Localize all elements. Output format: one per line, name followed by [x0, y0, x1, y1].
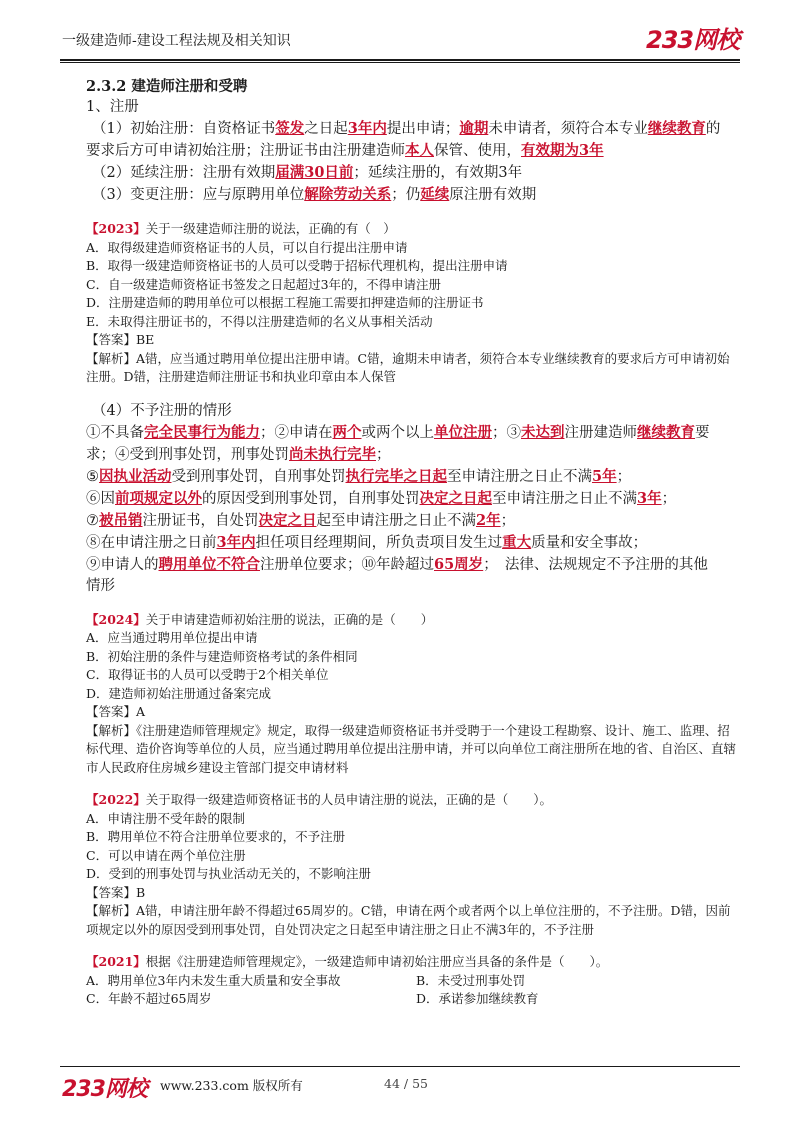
text-segment: 质量和安全事故； [531, 534, 648, 551]
answer: 【答案】BE [86, 332, 155, 347]
footer-brand-logo: 233网校 [62, 1077, 147, 1102]
text-segment: 起至申请注册之日止不满 [316, 512, 476, 529]
text-segment: ； [661, 490, 677, 507]
option-row [86, 990, 736, 1009]
option: C．年龄不超过65周岁 [86, 991, 212, 1006]
question-2023-stem: 【2023】关于一级建造师注册的说法，正确的有（ ） [86, 221, 396, 236]
page-content [86, 76, 736, 1009]
text-segment: 未申请者，须符合本专业 [488, 121, 648, 137]
option: D．注册建造师的聘用单位可以根据工程施工需要扣押建造师的注册证书 [86, 295, 484, 310]
text-segment: 原注册有效期 [449, 187, 537, 203]
text-segment: 注册证书，自处罚 [142, 512, 259, 529]
highlight-term: 继续教育 [647, 120, 706, 137]
text-segment: 至申请注册之日止不满 [492, 490, 637, 507]
option: A．聘用单位3年内未发生重大质量和安全事故 [86, 972, 341, 988]
option: A．申请注册不受年龄的限制 [86, 810, 246, 826]
brand-logo: 233网校 [646, 26, 740, 54]
text-segment: 的 [705, 121, 721, 137]
option: B．聘用单位不符合注册单位要求的，不予注册 [86, 829, 346, 844]
noreg-line [86, 510, 736, 532]
option: B．取得一级建造师资格证书的人员可以受聘于招标代理机构，提出注册申请 [86, 258, 508, 273]
text-segment: 至申请注册之日止不满 [447, 468, 592, 485]
question-2021-stem: 【2021】根据《注册建造师管理规定》，一级建造师申请初始注册应当具备的条件是（ ）。 [86, 954, 609, 969]
text-segment: 注册建造师 [564, 424, 637, 441]
text-segment: ； [616, 468, 632, 485]
highlight-term: 5年 [592, 467, 617, 485]
highlight-term: 重大 [502, 533, 532, 551]
section-heading: 2.3.2 建造师注册和受聘 [86, 78, 248, 95]
footer-divider [60, 1066, 740, 1067]
text-segment: ；②申请在 [260, 424, 333, 441]
text-segment: ⑤ [86, 468, 99, 485]
year-tag: 【2022】 [86, 792, 146, 807]
text-segment: （1）初始注册：自资格证书 [92, 121, 276, 137]
noreg-line [86, 422, 736, 444]
footer-copyright: www.233.com 版权所有 [160, 1078, 303, 1093]
text-segment: ⑧在申请注册之日前 [86, 534, 217, 551]
para-initial-reg [86, 118, 736, 140]
highlight-term: 逾期 [459, 120, 489, 137]
highlight-term: 决定之日起 [419, 489, 492, 507]
analysis: 【解析】《注册建造师管理规定》规定，取得一级建造师资格证书并受聘于一个建设工程勘察、设计、施工、监理、招标代理、造价咨询等单位的人员，应当通过聘用单位提出注册申请，并可以向单位工商注册所在地的省、自治区、直辖市人民政府住房城乡建设主管部门提交申请材料 [86, 722, 737, 775]
highlight-term: 届满30日前 [275, 164, 354, 181]
text-segment: 担任项目经理期间，所负责项目发生过 [255, 534, 503, 551]
highlight-term: 聘用单位不符合 [158, 555, 260, 573]
year-tag: 【2021】 [86, 954, 146, 969]
option: B．未受过刑事处罚 [416, 972, 526, 988]
para-change-reg [86, 184, 736, 206]
highlight-term: 有效期为3年 [521, 142, 604, 159]
highlight-term: 未达到 [521, 423, 565, 441]
option: B．初始注册的条件与建造师资格考试的条件相同 [86, 648, 358, 664]
highlight-term: 3年内 [347, 120, 387, 137]
text-segment: ； 法律、法规规定不予注册的其他 [483, 556, 708, 573]
text-segment: 要 [695, 424, 710, 441]
text-segment: 注册单位要求；⑩年龄超过 [260, 556, 434, 573]
page-number: 44 / 55 [384, 1076, 428, 1091]
highlight-term: 被吊销 [99, 511, 143, 529]
text-segment: ⑦ [86, 512, 99, 529]
analysis: 【解析】A错，申请注册年龄不得超过65周岁的。C错，申请在两个或者两个以上单位注册的，不予注册。D错，因前项规定以外的原因受到刑事处罚，自处罚决定之日起至申请注册之日止不满3年的，不予注册 [86, 903, 731, 937]
highlight-term: 65周岁 [434, 555, 484, 573]
question-2024-stem: 【2024】关于申请建造师初始注册的说法，正确的是（ ） [86, 611, 434, 627]
text-segment: ；延续注册的，有效期3年 [353, 165, 523, 181]
highlight-term: 3年内 [216, 533, 256, 551]
noreg-title: （4）不予注册的情形 [92, 402, 232, 419]
noreg-line [86, 466, 736, 488]
highlight-term: 签发 [275, 120, 305, 137]
year-tag: 【2023】 [86, 221, 146, 236]
highlight-term: 解除劳动关系 [304, 186, 392, 203]
option: A．取得级建造师资格证书的人员，可以自行提出注册申请 [86, 239, 408, 255]
option: A．应当通过聘用单位提出申请 [86, 630, 258, 645]
noreg-line [86, 488, 736, 510]
text-segment: 提出申请； [386, 121, 460, 137]
year-tag: 【2024】 [86, 611, 146, 627]
noreg-line [86, 576, 736, 597]
header-divider-thin [60, 62, 740, 63]
text-segment: ； [500, 512, 516, 529]
option: E．未取得注册证书的，不得以注册建造师的名义从事相关活动 [86, 313, 433, 329]
answer: 【答案】B [86, 884, 146, 900]
text-segment: ；③ [492, 424, 521, 441]
noreg-line [86, 554, 736, 576]
highlight-term: 两个 [332, 423, 362, 441]
header-title: 一级建造师-建设工程法规及相关知识 [62, 33, 291, 49]
highlight-term: 3年 [637, 489, 662, 507]
option-row [86, 972, 736, 991]
text-segment: 情形 [86, 577, 115, 594]
text-segment: 要求后方可申请初始注册；注册证书由注册建造师 [86, 143, 405, 159]
para-renewal-reg [86, 162, 736, 184]
text-segment: ①不具备 [86, 424, 144, 441]
subsection-heading: 1、注册 [86, 99, 139, 115]
analysis: 【解析】A错，应当通过聘用单位提出注册申请。C错，逾期未申请者，须符合本专业继续教育的要求后方可申请初始注册。D错，注册建造师注册证书和执业印章由本人保管 [86, 350, 730, 384]
text-segment: ⑨申请人的 [86, 556, 159, 573]
highlight-term: 决定之日 [258, 511, 317, 529]
text-segment: 保管、使用， [434, 143, 521, 159]
highlight-term: 尚未执行完毕 [289, 445, 376, 463]
answer: 【答案】A [86, 704, 146, 719]
option: D．受到的刑事处罚与执业活动无关的，不影响注册 [86, 866, 372, 881]
text-segment: 受到刑事处罚，自刑事处罚 [171, 468, 346, 485]
noreg-line [86, 444, 736, 466]
highlight-term: 单位注册 [434, 423, 492, 441]
option: C．取得证书的人员可以受聘于2个相关单位 [86, 667, 329, 682]
noreg-line [86, 532, 736, 554]
text-segment: ；仍 [391, 187, 421, 203]
text-segment: （2）延续注册：注册有效期 [92, 165, 276, 181]
text-segment: 求；④受到刑事处罚，刑事处罚 [86, 446, 289, 463]
para-initial-reg-cont [86, 140, 736, 162]
option: C．可以申请在两个单位注册 [86, 847, 246, 863]
question-2022-stem: 【2022】关于取得一级建造师资格证书的人员申请注册的说法，正确的是（ ）。 [86, 792, 553, 807]
text-segment: 之日起 [304, 121, 348, 137]
text-segment: 或两个以上 [361, 424, 434, 441]
highlight-term: 因执业活动 [99, 467, 172, 485]
highlight-term: 完全民事行为能力 [144, 423, 260, 441]
text-segment: ； [376, 446, 391, 463]
text-segment: 的原因受到刑事处罚，自刑事处罚 [202, 490, 420, 507]
option: D．建造师初始注册通过备案完成 [86, 685, 272, 701]
highlight-term: 前项规定以外 [115, 489, 202, 507]
highlight-term: 2年 [476, 511, 501, 529]
highlight-term: 执行完毕之日起 [345, 467, 447, 485]
option: C．自一级建造师资格证书签发之日起超过3年的，不得申请注册 [86, 276, 442, 292]
highlight-term: 继续教育 [637, 423, 695, 441]
header-divider [60, 59, 740, 61]
text-segment: ⑥因 [86, 490, 115, 507]
highlight-term: 延续 [420, 186, 450, 203]
option: D．承诺参加继续教育 [416, 991, 539, 1006]
text-segment: （3）变更注册：应与原聘用单位 [92, 187, 305, 203]
highlight-term: 本人 [405, 142, 434, 159]
